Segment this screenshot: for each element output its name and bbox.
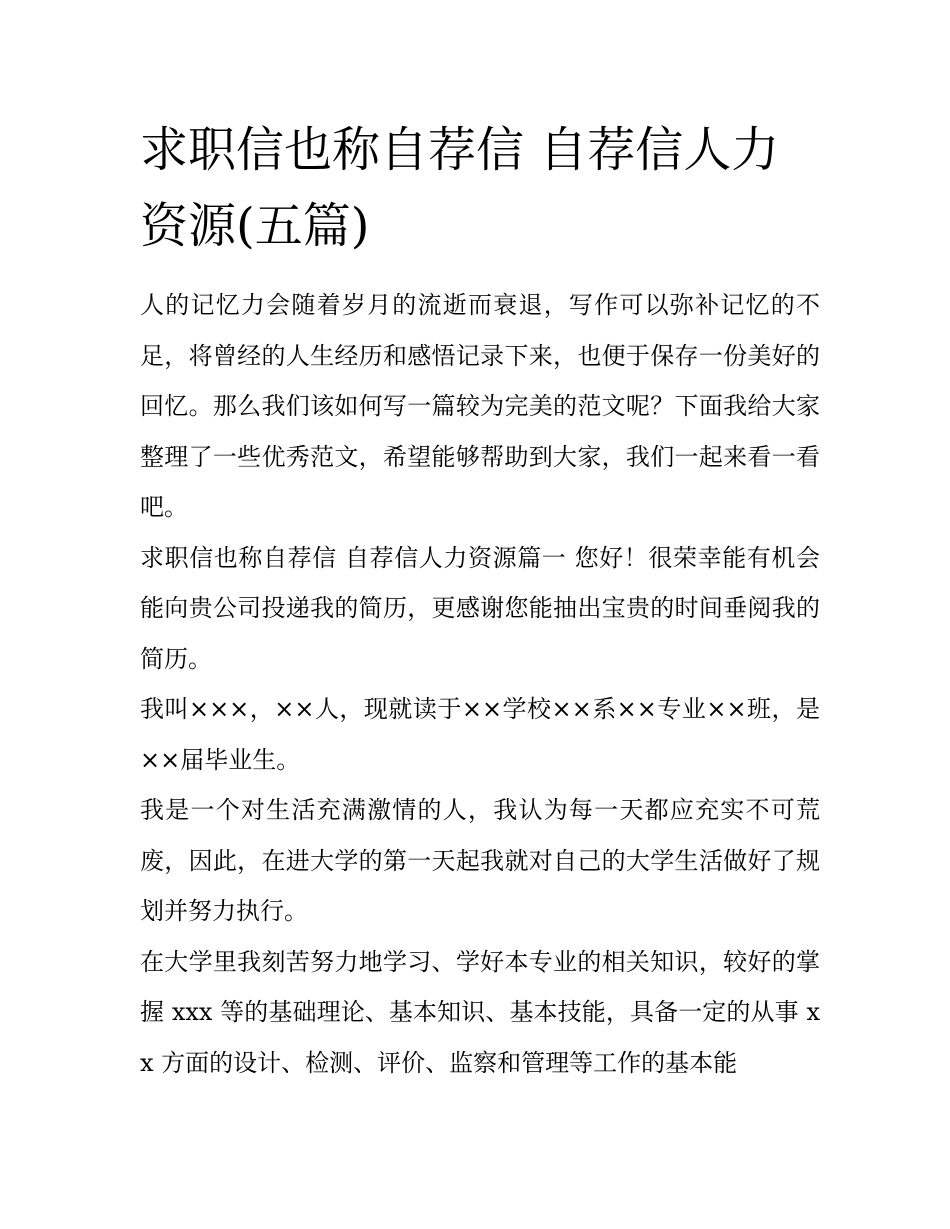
paragraph-intro: 人的记忆力会随着岁月的流逝而衰退，写作可以弥补记忆的不足，将曾经的人生经历和感悟记录下来，也便于保存一份美好的回忆。那么我们该如何写一篇较为完美的范文呢？下面我给大家整理了一些优秀范文，希望能够帮助到大家，我们一起来看一看吧。 <box>140 291 820 521</box>
paragraph-study: 在大学里我刻苦努力地学习、学好本专业的相关知识，较好的掌握 xxx 等的基础理论、基本知识、基本技能，具备一定的从事 xx 方面的设计、检测、评价、监察和管理等工作的基本能 <box>140 947 820 1077</box>
document-body <box>140 112 820 1088</box>
document-title: 求职信也称自荐信 自荐信人力资源(五篇) <box>140 122 780 254</box>
paragraph-self-intro: 我叫×××，××人，现就读于××学校××系××专业××班，是××届毕业生。 <box>140 695 820 774</box>
paragraph-attitude: 我是一个对生活充满激情的人，我认为每一天都应充实不可荒废，因此，在进大学的第一天起我就对自己的大学生活做好了规划并努力执行。 <box>140 796 820 925</box>
paragraph-greeting: 求职信也称自荐信 自荐信人力资源篇一 您好！很荣幸能有机会能向贵公司投递我的简历，更感谢您能抽出宝贵的时间垂阅我的简历。 <box>140 543 820 673</box>
